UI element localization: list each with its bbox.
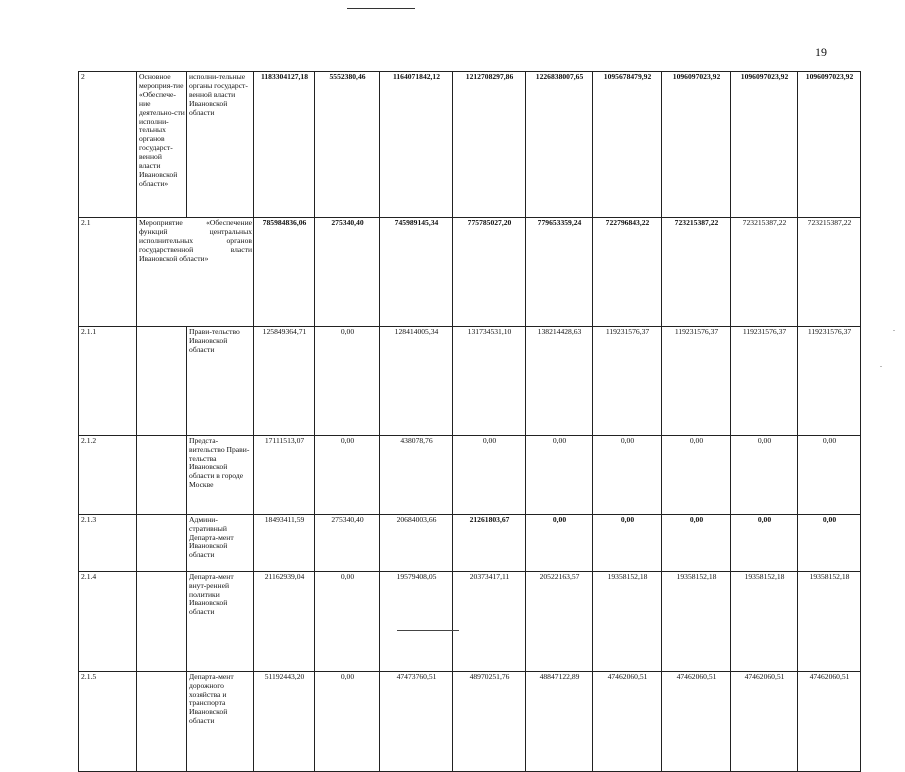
page-number: 19	[815, 45, 827, 59]
amount-cell: 1226838007,65	[526, 72, 593, 218]
amount-cell: 47462060,51	[662, 671, 731, 771]
empty-name-cell	[137, 326, 187, 435]
amount-cell: 1096097023,92	[662, 72, 731, 218]
amount-cell: 1212708297,86	[453, 72, 526, 218]
amount-cell: 723215387,22	[662, 218, 731, 327]
amount-cell: 275340,40	[315, 218, 380, 327]
amount-cell: 19358152,18	[662, 571, 731, 671]
amount-cell: 0,00	[315, 435, 380, 514]
amount-cell: 47462060,51	[731, 671, 798, 771]
amount-cell: 0,00	[593, 435, 662, 514]
amount-cell: 119231576,37	[662, 326, 731, 435]
table-row	[79, 72, 861, 218]
amount-cell: 20373417,11	[453, 571, 526, 671]
amount-cell: 1096097023,92	[731, 72, 798, 218]
table-row	[79, 514, 861, 571]
program-funding-table	[78, 71, 861, 772]
table-row	[79, 671, 861, 771]
top-rule-line	[347, 8, 415, 9]
amount-cell: 119231576,37	[798, 326, 861, 435]
executor-cell: Департа-мент дорожного хозяйства и транспорта Ивановской области	[187, 671, 254, 771]
table-row	[79, 571, 861, 671]
bottom-rule-line	[397, 630, 459, 631]
row-number-cell: 2.1.2	[79, 435, 137, 514]
row-number-cell: 2.1.4	[79, 571, 137, 671]
empty-name-cell	[137, 435, 187, 514]
row-number-cell: 2.1.3	[79, 514, 137, 571]
measure-name-cell: Основное мероприя-тие «Обеспече-ние деятельно-сти исполни-тельных органов государст-венной власти Ивановской области»	[137, 72, 187, 218]
amount-cell: 722796843,22	[593, 218, 662, 327]
amount-cell: 785984836,06	[254, 218, 315, 327]
amount-cell: 128414005,34	[380, 326, 453, 435]
executor-cell: исполни-тельные органы государст-венной власти Ивановской области	[187, 72, 254, 218]
amount-cell: 0,00	[731, 435, 798, 514]
table-row	[79, 435, 861, 514]
amount-cell: 0,00	[526, 514, 593, 571]
amount-cell: 47462060,51	[593, 671, 662, 771]
amount-cell: 48847122,89	[526, 671, 593, 771]
amount-cell: 0,00	[315, 571, 380, 671]
amount-cell: 48970251,76	[453, 671, 526, 771]
amount-cell: 131734531,10	[453, 326, 526, 435]
executor-cell: Предста-вительство Прави-тельства Ивановской области в городе Москве	[187, 435, 254, 514]
amount-cell: 0,00	[526, 435, 593, 514]
executor-cell: Прави-тельство Ивановской области	[187, 326, 254, 435]
amount-cell: 0,00	[315, 326, 380, 435]
executor-cell: Админи-стративный Департа-мент Ивановской области	[187, 514, 254, 571]
amount-cell: 19358152,18	[798, 571, 861, 671]
amount-cell: 1095678479,92	[593, 72, 662, 218]
amount-cell: 723215387,22	[731, 218, 798, 327]
amount-cell: 438078,76	[380, 435, 453, 514]
amount-cell: 0,00	[453, 435, 526, 514]
empty-name-cell	[137, 571, 187, 671]
amount-cell: 19579408,05	[380, 571, 453, 671]
amount-cell: 745989145,34	[380, 218, 453, 327]
amount-cell: 0,00	[662, 514, 731, 571]
amount-cell: 21162939,04	[254, 571, 315, 671]
table-row	[79, 326, 861, 435]
amount-cell: 19358152,18	[731, 571, 798, 671]
amount-cell: 20522163,57	[526, 571, 593, 671]
amount-cell: 119231576,37	[731, 326, 798, 435]
amount-cell: 20684003,66	[380, 514, 453, 571]
amount-cell: 21261803,67	[453, 514, 526, 571]
amount-cell: 18493411,59	[254, 514, 315, 571]
amount-cell: 51192443,20	[254, 671, 315, 771]
amount-cell: 19358152,18	[593, 571, 662, 671]
amount-cell: 5552380,46	[315, 72, 380, 218]
row-number-cell: 2.1.5	[79, 671, 137, 771]
amount-cell: 47462060,51	[798, 671, 861, 771]
row-number-cell: 2	[79, 72, 137, 218]
amount-cell: 17111513,07	[254, 435, 315, 514]
amount-cell: 775785027,20	[453, 218, 526, 327]
amount-cell: 125849364,71	[254, 326, 315, 435]
row-number-cell: 2.1.1	[79, 326, 137, 435]
amount-cell: 723215387,22	[798, 218, 861, 327]
amount-cell: 275340,40	[315, 514, 380, 571]
amount-cell: 0,00	[593, 514, 662, 571]
amount-cell: 0,00	[731, 514, 798, 571]
amount-cell: 119231576,37	[593, 326, 662, 435]
empty-name-cell	[137, 514, 187, 571]
amount-cell: 1183304127,18	[254, 72, 315, 218]
amount-cell: 138214428,63	[526, 326, 593, 435]
amount-cell: 1164071842,12	[380, 72, 453, 218]
row-number-cell: 2.1	[79, 218, 137, 327]
amount-cell: 0,00	[798, 435, 861, 514]
measure-name-cell: Мероприятие «Обеспечение функций центральных исполнительных органов государственной власти Ивановской области»	[137, 218, 254, 327]
amount-cell: 779653359,24	[526, 218, 593, 327]
amount-cell: 0,00	[662, 435, 731, 514]
amount-cell: 1096097023,92	[798, 72, 861, 218]
table-row	[79, 218, 861, 327]
amount-cell: 0,00	[798, 514, 861, 571]
scan-speck	[880, 366, 882, 367]
scan-speck	[893, 330, 895, 331]
executor-cell: Департа-мент внут-ренней политики Ивановской области	[187, 571, 254, 671]
amount-cell: 47473760,51	[380, 671, 453, 771]
amount-cell: 0,00	[315, 671, 380, 771]
empty-name-cell	[137, 671, 187, 771]
